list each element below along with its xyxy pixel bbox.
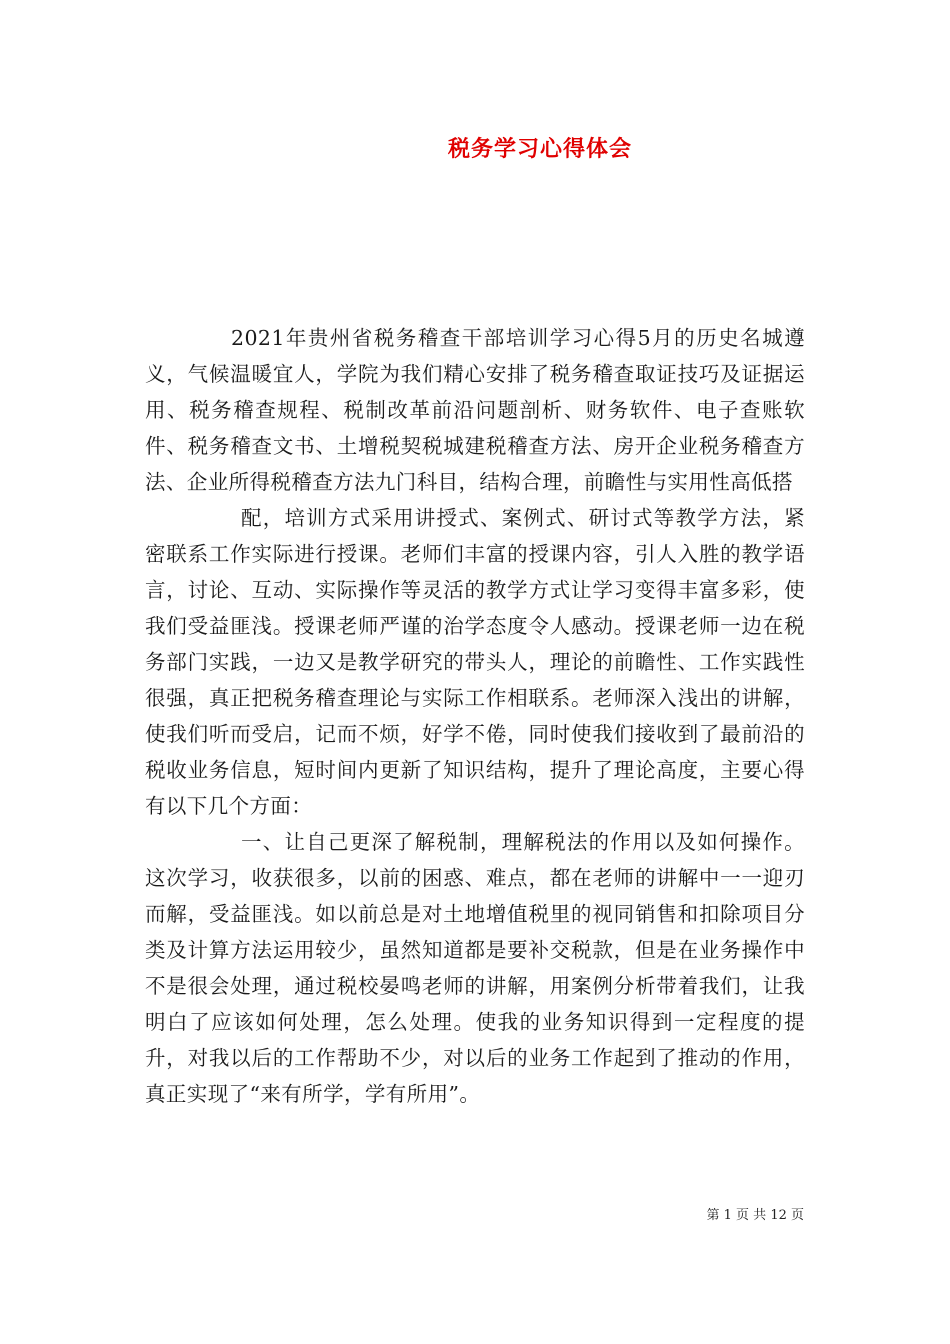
paragraph-3: 一、让自己更深了解税制，理解税法的作用以及如何操作。这次学习，收获很多，以前的困惑、难点，都在老师的讲解中一一迎刃而解，受益匪浅。如以前总是对土地增值税里的视同销售和扣除项目分类及计算方法运用较少，虽然知道都是要补交税款，但是在业务操作中不是很会处理，通过税校晏鸣老师的讲解，用案例分析带着我们，让我明白了应该如何处理，怎么处理。使我的业务知识得到一定程度的提升，对我以后的工作帮助不少，对以后的业务工作起到了推动的作用，真正实现了“来有所学，学有所用”。 xyxy=(145,830,805,1106)
paragraph-2: 配，培训方式采用讲授式、案例式、研讨式等教学方法，紧密联系工作实际进行授课。老师们丰富的授课内容，引人入胜的教学语言，讨论、互动、实际操作等灵活的教学方式让学习变得丰富多彩，使我们受益匪浅。授课老师严谨的治学态度令人感动。授课老师一边在税务部门实践，一边又是教学研究的带头人，理论的前瞻性、工作实践性很强，真正把税务稽查理论与实际工作相联系。老师深入浅出的讲解，使我们听而受启，记而不烦，好学不倦，同时使我们接收到了最前沿的税收业务信息，短时间内更新了知识结构，提升了理论高度，主要心得有以下几个方面： xyxy=(145,506,805,818)
document-title: 税务学习心得体会 xyxy=(447,137,632,162)
document-body xyxy=(145,320,805,1112)
paragraph-1: 2021年贵州省税务稽查干部培训学习心得5月的历史名城遵义，气候温暖宜人，学院为我们精心安排了税务稽查取证技巧及证据运用、税务稽查规程、税制改革前沿问题剖析、财务软件、电子查账软件、税务稽查文书、土增税契税城建税稽查方法、房开企业税务稽查方法、企业所得税稽查方法九门科目，结构合理，前瞻性与实用性高低搭 xyxy=(145,326,805,494)
page-number: 第 1 页 共 12 页 xyxy=(706,1208,804,1223)
